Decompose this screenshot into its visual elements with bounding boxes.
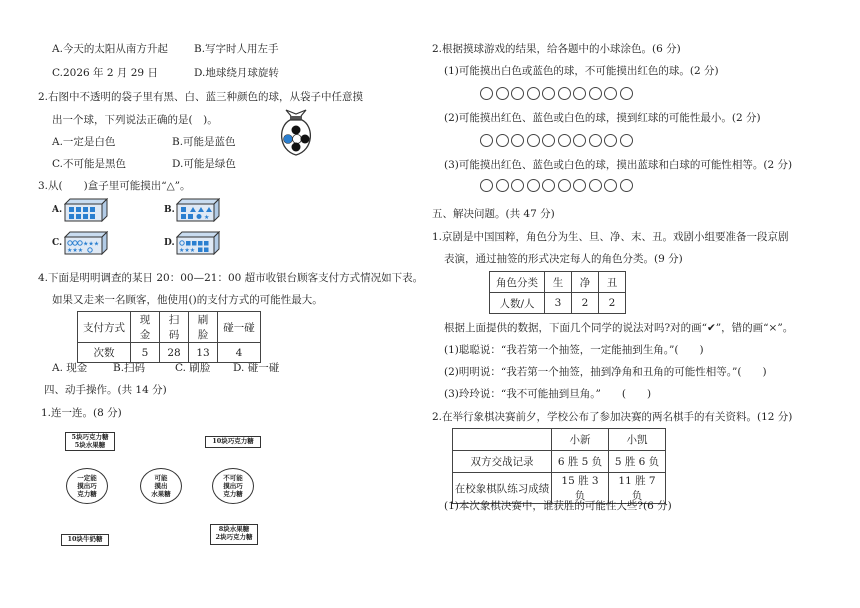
- r-sub2: (2)可能摸出红色、蓝色或白色的球，摸到红球的可能性最小。(2 分): [444, 112, 761, 124]
- svg-text:★★★: ★★★: [67, 247, 84, 254]
- table-header-cell: 碰一碰: [218, 312, 261, 343]
- oval-1-line: 一定能: [77, 474, 97, 482]
- section-4-title: 四、动手操作。(共 14 分): [44, 384, 167, 396]
- q3-label-c: C.: [52, 238, 63, 248]
- judge-2: (2)明明说：“我若第一个抽签，抽到净角和丑角的可能性相等。”( ): [444, 366, 767, 378]
- ball-bag-illustration: [276, 108, 316, 158]
- oval-1-line: 摸出巧: [77, 482, 97, 490]
- q4-option-c: C. 刷脸: [175, 362, 211, 374]
- table-cell: 13: [189, 343, 218, 363]
- table-row: [490, 293, 626, 314]
- table-header-cell: 净: [572, 272, 599, 293]
- chess-table: [452, 428, 666, 504]
- table-header-cell: 小凯: [609, 429, 666, 451]
- table-cell: 3: [545, 293, 572, 314]
- ball-circle[interactable]: [573, 179, 586, 192]
- table-header-cell: 丑: [599, 272, 626, 293]
- r-sub3: (3)可能摸出红色、蓝色或白色的球，摸出蓝球和白球的可能性相等。(2 分): [444, 159, 793, 171]
- q1-option-a: A.今天的太阳从南方升起: [52, 43, 168, 55]
- q2-stem-line2: 出一个球，下列说法正确的是( )。: [52, 114, 218, 126]
- ball-circle[interactable]: [558, 134, 571, 147]
- ball-circle[interactable]: [604, 134, 617, 147]
- table-header-cell: 刷脸: [189, 312, 218, 343]
- box-c-illustration: [64, 231, 108, 255]
- payment-table: [77, 311, 261, 363]
- oval-3-line: 摸出巧: [223, 482, 243, 490]
- oval-1-line: 克力糖: [77, 490, 97, 498]
- q1-option-c: C.2026 年 2 月 29 日: [52, 67, 158, 79]
- table-cell: 5 胜 6 负: [609, 451, 666, 473]
- table-row: [490, 272, 626, 293]
- q4-option-d: D. 碰一碰: [233, 362, 280, 374]
- ball-row-3: [480, 179, 635, 192]
- ball-circle[interactable]: [542, 179, 555, 192]
- table-cell: 6 胜 5 负: [552, 451, 609, 473]
- q4-option-b: B.扫码: [113, 362, 146, 374]
- svg-text:★★★: ★★★: [179, 247, 196, 254]
- judge-1: (1)聪聪说：“我若第一个抽签，一定能抽到生角。”( ): [444, 344, 704, 356]
- table-header-cell: [453, 429, 552, 451]
- ball-circle[interactable]: [604, 87, 617, 100]
- bag-4-line1: 8块水果糖: [218, 525, 250, 533]
- bag-4-label: [210, 524, 258, 545]
- table-row-label: 人数/人: [490, 293, 545, 314]
- q1-option-b: B.写字时人用左手: [194, 43, 279, 55]
- ball-circle[interactable]: [558, 87, 571, 100]
- q4-stem-line2: 如果又走来一名顾客，他使用()的支付方式的可能性最大。: [52, 294, 323, 306]
- bag-1-line2: 5块水果糖: [74, 441, 106, 449]
- q4-option-a: A. 现金: [52, 362, 88, 374]
- oval-2-line: 水果糖: [151, 490, 171, 498]
- ball-circle[interactable]: [480, 134, 493, 147]
- table-cell: 5: [131, 343, 160, 363]
- table-row: [78, 312, 261, 343]
- table-header-cell: 角色分类: [490, 272, 545, 293]
- oval-3-line: 不可能: [223, 474, 243, 482]
- svg-text:★★★: ★★★: [83, 240, 100, 248]
- ball-circle[interactable]: [496, 134, 509, 147]
- bag-1-label: [65, 432, 115, 451]
- ball-circle[interactable]: [496, 87, 509, 100]
- problem-2-sub1: (1)本次象棋决赛中，谁获胜的可能性大些?(6 分): [444, 500, 672, 512]
- matching-title: 1.连一连。(8 分): [41, 407, 122, 419]
- table-header-cell: 小新: [552, 429, 609, 451]
- q3-label-a: A.: [52, 205, 63, 215]
- table-row-label: 次数: [78, 343, 131, 363]
- q4-stem-line1: 4.下面是明明调查的某日 20：00—21：00 超市收银台顾客支付方式情况如下表。: [38, 272, 424, 284]
- q2-option-d: D.可能是绿色: [172, 158, 236, 170]
- box-a-illustration: [64, 198, 108, 222]
- oval-2-line: 摸出: [154, 482, 168, 490]
- ball-circle[interactable]: [573, 87, 586, 100]
- q2-option-c: C.不可能是黑色: [52, 158, 126, 170]
- table-header-cell: 支付方式: [78, 312, 131, 343]
- table-row-label: 双方交战记录: [453, 451, 552, 473]
- bag-1-line1: 5块巧克力糖: [71, 433, 109, 441]
- q2-option-b: B.可能是蓝色: [172, 136, 236, 148]
- table-cell: 15 胜 3 负: [552, 473, 609, 504]
- ball-circle[interactable]: [589, 134, 602, 147]
- ball-circle[interactable]: [496, 179, 509, 192]
- table-cell: 28: [160, 343, 189, 363]
- table-cell: 4: [218, 343, 261, 363]
- table-header-cell: 扫码: [160, 312, 189, 343]
- oval-certain-chocolate: [66, 468, 108, 504]
- ball-circle[interactable]: [527, 87, 540, 100]
- r-sub1: (1)可能摸出白色或蓝色的球，不可能摸出红色的球。(2 分): [444, 65, 719, 77]
- ball-circle[interactable]: [511, 134, 524, 147]
- role-table: [489, 271, 626, 314]
- ball-row-1: [480, 87, 635, 100]
- oval-3-line: 克力糖: [223, 490, 243, 498]
- problem-2-line: 2.在举行象棋决赛前夕，学校公布了参加决赛的两名棋手的有关资料。(12 分): [432, 411, 793, 423]
- table-cell: 2: [599, 293, 626, 314]
- ball-circle[interactable]: [480, 179, 493, 192]
- q2-stem-line1: 2.右图中不透明的袋子里有黑、白、蓝三种颜色的球，从袋子中任意摸: [38, 91, 364, 103]
- q3-label-d: D.: [164, 238, 175, 248]
- svg-text:★: ★: [204, 214, 210, 221]
- oval-impossible-chocolate: [212, 468, 254, 504]
- ball-circle[interactable]: [620, 87, 633, 100]
- table-header-cell: 生: [545, 272, 572, 293]
- table-header-cell: 现金: [131, 312, 160, 343]
- ball-circle[interactable]: [620, 134, 633, 147]
- q1-option-d: D.地球绕月球旋转: [194, 67, 279, 79]
- table-row: [453, 429, 666, 451]
- ball-circle[interactable]: [511, 87, 524, 100]
- box-d-illustration: [176, 231, 220, 255]
- ball-circle[interactable]: [589, 87, 602, 100]
- ball-circle[interactable]: [573, 134, 586, 147]
- table-cell: 11 胜 7 负: [609, 473, 666, 504]
- ball-circle[interactable]: [542, 134, 555, 147]
- oval-possible-fruit: [140, 468, 182, 504]
- box-b-illustration: [176, 198, 220, 222]
- bag-3-label: 10块牛奶糖: [61, 534, 109, 546]
- bag-4-line2: 2块巧克力糖: [215, 533, 253, 541]
- ball-circle[interactable]: [589, 179, 602, 192]
- judge-intro: 根据上面提供的数据，下面几个同学的说法对吗?对的画“✔”，错的画“×”。: [444, 322, 794, 334]
- ball-circle[interactable]: [558, 179, 571, 192]
- ball-circle[interactable]: [480, 87, 493, 100]
- q2-option-a: A.一定是白色: [52, 136, 116, 148]
- r-q2-title: 2.根据摸球游戏的结果，给各题中的小球涂色。(6 分): [432, 43, 681, 55]
- ball-circle[interactable]: [527, 179, 540, 192]
- judge-3: (3)玲玲说：“我不可能抽到旦角。” ( ): [444, 388, 652, 400]
- problem-1-line2: 表演，通过抽签的形式决定每人的角色分类。(9 分): [444, 253, 683, 265]
- q3-label-b: B.: [164, 205, 175, 215]
- ball-circle[interactable]: [620, 179, 633, 192]
- q3-stem: 3.从( )盒子里可能摸出“△”。: [38, 180, 191, 192]
- table-cell: 2: [572, 293, 599, 314]
- ball-circle[interactable]: [511, 179, 524, 192]
- ball-circle[interactable]: [527, 134, 540, 147]
- section-5-title: 五、解决问题。(共 47 分): [432, 208, 555, 220]
- table-row: [453, 451, 666, 473]
- problem-1-line1: 1.京剧是中国国粹，角色分为生、旦、净、末、丑。戏剧小组要准备一段京剧: [432, 231, 789, 243]
- ball-circle[interactable]: [542, 87, 555, 100]
- ball-circle[interactable]: [604, 179, 617, 192]
- table-row-label: 在校象棋队练习成绩: [453, 473, 552, 504]
- bag-2-label: 10块巧克力糖: [205, 436, 261, 448]
- oval-2-line: 可能: [154, 474, 168, 482]
- ball-row-2: [480, 134, 635, 147]
